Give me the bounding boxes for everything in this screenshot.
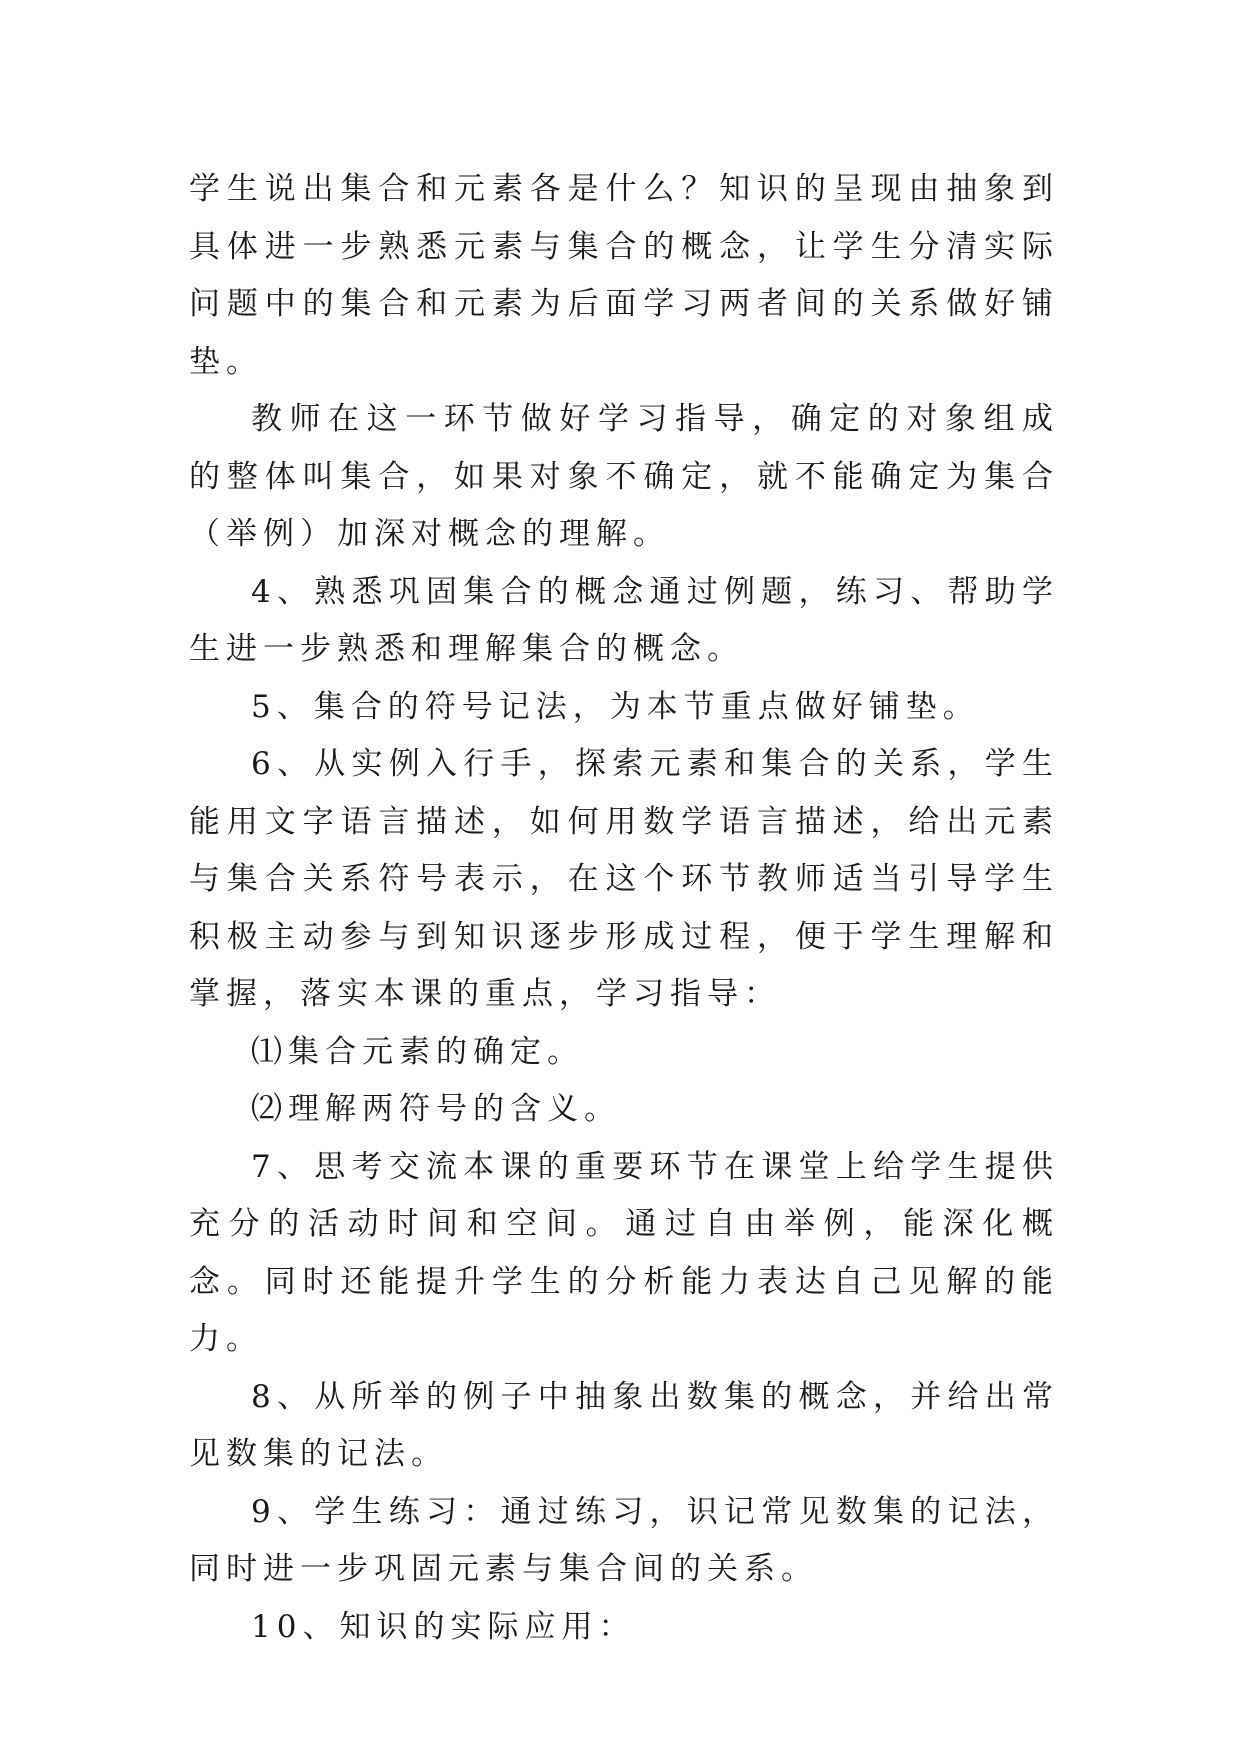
paragraph-10: 9、学生练习：通过练习，识记常见数集的记法，同时进一步巩固元素与集合间的关系。 [189,1493,1059,1587]
paragraph-2: 教师在这一环节做好学习指导，确定的对象组成的整体叫集合，如果对象不确定，就不能确定为集合（举例）加深对概念的理解。 [189,401,1059,552]
paragraph-7: ⑵理解两符号的含义。 [251,1091,621,1127]
document-body [189,161,1059,1656]
paragraph-9: 8、从所举的例子中抽象出数集的概念，并给出常见数集的记法。 [189,1378,1059,1472]
paragraph-5: 6、从实例入行手，探索元素和集合的关系，学生能用文字语言描述，如何用数学语言描述，给出元素与集合关系符号表示，在这个环节教师适当引导学生积极主动参与到知识逐步形成过程，便于学生理解和掌握，落实本课的重点，学习指导： [189,746,1059,1012]
paragraph-8: 7、思考交流本课的重要环节在课堂上给学生提供充分的活动时间和空间。通过自由举例，能深化概念。同时还能提升学生的分析能力表达自己见解的能力。 [189,1148,1059,1357]
paragraph-1: 学生说出集合和元素各是什么？知识的呈现由抽象到具体进一步熟悉元素与集合的概念，让学生分清实际问题中的集合和元素为后面学习两者间的关系做好铺垫。 [189,171,1059,380]
paragraph-4: 5、集合的符号记法，为本节重点做好铺垫。 [251,688,980,725]
paragraph-6: ⑴集合元素的确定。 [251,1033,584,1070]
paragraph-11: 10、知识的实际应用： [251,1608,636,1645]
paragraph-3: 4、熟悉巩固集合的概念通过例题，练习、帮助学生进一步熟悉和理解集合的概念。 [189,573,1059,667]
